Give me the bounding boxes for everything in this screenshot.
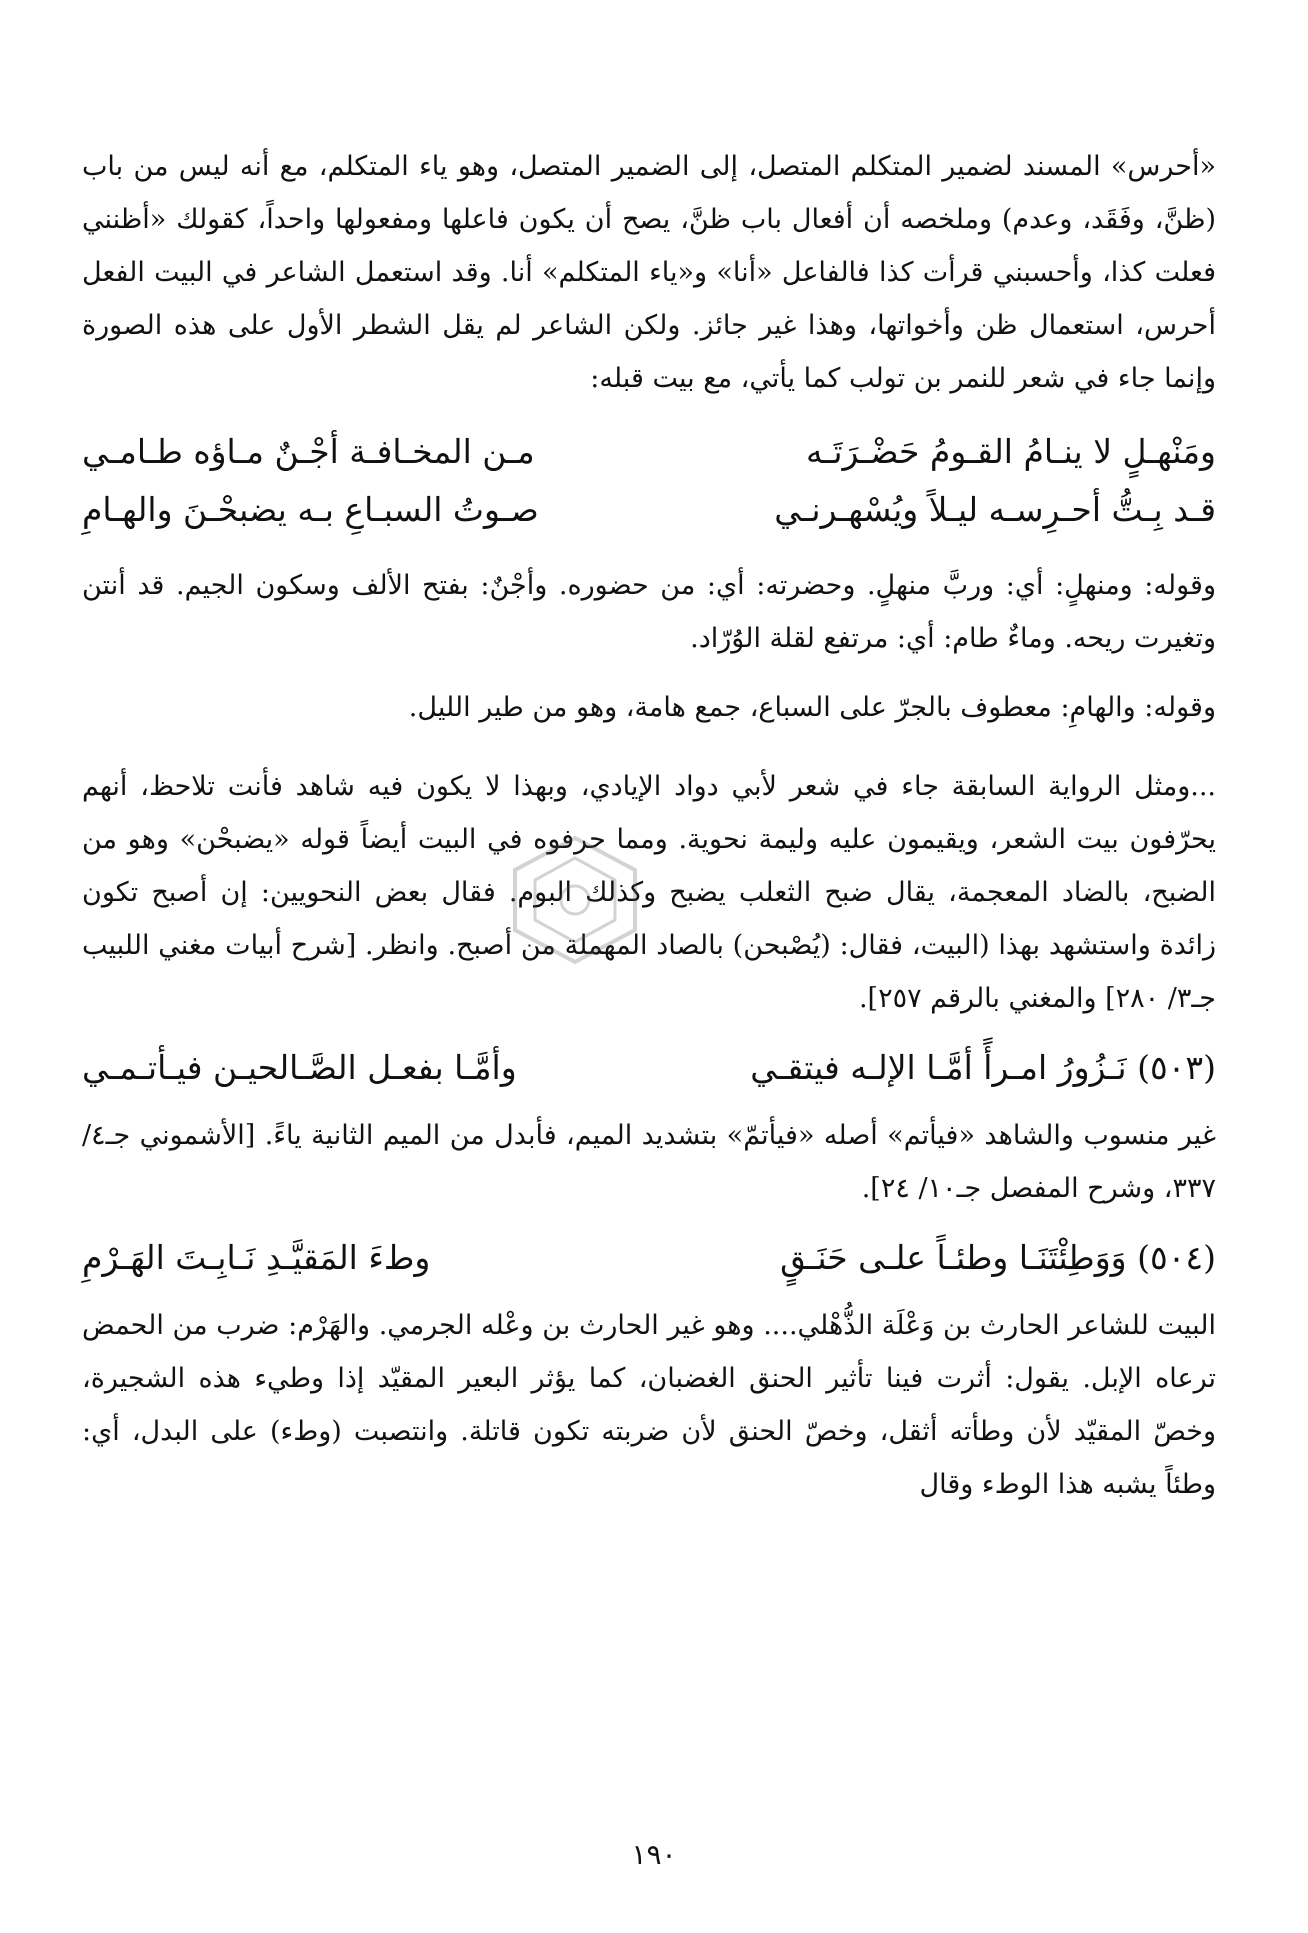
verse-number: (٥٠٤) <box>1137 1238 1216 1277</box>
verse-first-text: وَوَطِئْتَنَـا وطئـاً علـى حَنَـقٍ <box>780 1238 1127 1277</box>
page-number: ١٩٠ <box>631 1838 677 1871</box>
gloss-504: البيت للشاعر الحارث بن وَعْلَة الذُّهْلي.... وهو غير الحارث بن وعْله الجرمي. والهَرْم: ضرب من الحمض ترعاه الإبل. يقول: أثرت فينا تأثير الحنق الغضبان، كما يؤثر البعير المقيّد إذا وطيء هذه الشجيرة، وخصّ المقيّد لأن وطأته أثقل، وخصّ الحنق لأن ضربته تكون قاتلة. وانتصبت (وطء) على البدل، أي: وطئاً يشبه هذا الوطء وقال <box>82 1310 1216 1500</box>
verse-503 <box>82 1039 1216 1097</box>
verse-number: (٥٠٣) <box>1137 1048 1216 1087</box>
gloss-503: غير منسوب والشاهد «فيأتم» أصله «فيأتمّ» بتشديد الميم، فأبدل من الميم الثانية ياءً. [الأشموني جـ٤/ ٣٣٧، وشرح المفصل جـ١٠/ ٢٤]. <box>82 1120 1216 1204</box>
verse-line <box>82 481 1216 539</box>
verse-first-text: نَـزُورُ امـرأً أمَّـا الإلـه فيتقـي <box>750 1048 1127 1087</box>
verse-first-hemistich: ومَنْهـلٍ لا ينـامُ القـومُ حَضْـرَتَـه <box>805 432 1216 471</box>
verse-first-hemistich <box>780 1229 1216 1287</box>
poem-nimr-bin-tawlab <box>82 423 1216 539</box>
verse-line <box>82 423 1216 481</box>
verse-first-hemistich: قـد بِـتُّ أحـرِسـه ليـلاً ويُسْهـرنـي <box>774 490 1216 529</box>
gloss-hami: وقوله: والهامِ: معطوف بالجرّ على السباع، جمع هامة، وهو من طير الليل. <box>408 692 1216 723</box>
gloss-manhal: وقوله: ومنهلٍ: أي: وربَّ منهلٍ. وحضرته: أي: من حضوره. وأجْنٌ: بفتح الألف وسكون الجيم. قد أنتن وتغيرت ريحه. وماءٌ طام: أي: مرتفع لقلة الوُرّاد. <box>82 570 1216 654</box>
verse-second-hemistich: وأمَّـا بفعـل الصَّـالحيـن فيـأتـمـي <box>82 1048 517 1087</box>
verse-504 <box>82 1229 1216 1287</box>
paragraph-commentary: ...ومثل الرواية السابقة جاء في شعر لأبي دواد الإيادي، وبهذا لا يكون فيه شاهد فأنت تلاحظ، أنهم يحرّفون بيت الشعر، ويقيمون عليه وليمة نحوية. ومما حرفوه في البيت أيضاً قوله «يضبحْن» وهو من الضبح، بالضاد المعجمة، يقال ضبح الثعلب يضبح وكذلك البوم. فقال بعض النحويين: إن أصبح تكون زائدة واستشهد بهذا (البيت، فقال: (يُصْبحن) بالصاد المهملة من أصبح. وانظر. [شرح أبيات مغني اللبيب جـ٣/ ٢٨٠] والمغني بالرقم ٢٥٧]. <box>82 771 1216 1014</box>
verse-second-hemistich: مـن المخـافـة أجْـنٌ مـاؤه طـامـي <box>82 432 535 471</box>
verse-second-hemistich: صـوتُ السبـاعِ بـه يضبحْـنَ والهـامِ <box>82 490 539 529</box>
verse-second-hemistich: وطءَ المَقيَّـدِ نَـابِـتَ الهَـرْمِ <box>82 1238 431 1277</box>
paragraph-intro: «أحرس» المسند لضمير المتكلم المتصل، إلى الضمير المتصل، وهو ياء المتكلم، مع أنه ليس من باب (ظنَّ، وفَقَد، وعدم) وملخصه أن أفعال باب ظنَّ، يصح أن يكون فاعلها ومفعولها واحداً، كقولك «أظنني فعلت كذا، وأحسبني قرأت كذا فالفاعل «أنا» و«ياء المتكلم» أنا. وقد استعمل الشاعر في البيت الفعل أحرس، استعمال ظن وأخواتها، وهذا غير جائز. ولكن الشاعر لم يقل الشطر الأول على هذه الصورة وإنما جاء في شعر للنمر بن تولب كما يأتي، مع بيت قبله: <box>82 151 1216 394</box>
verse-first-hemistich <box>750 1039 1216 1097</box>
